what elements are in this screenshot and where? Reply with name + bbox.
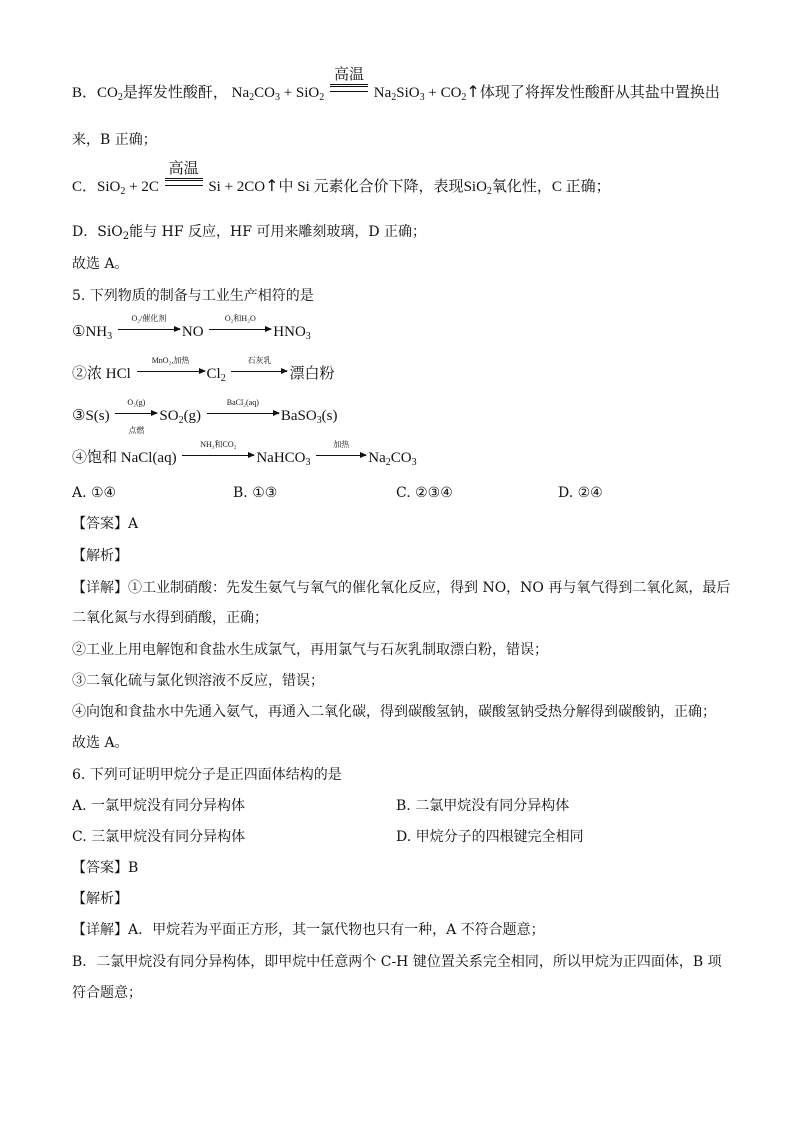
q4-conclusion: 故选 A。 [72, 256, 129, 272]
q5-detail-3: ②工业上用电解饱和食盐水生成氯气，再用氯气与石灰乳制取漂白粉，错误； [72, 642, 548, 658]
q6-answer: 【答案】B [72, 860, 139, 876]
q5-option-d: D. ②④ [558, 485, 603, 501]
reaction-arrow: O₂和H₂O [209, 322, 271, 342]
q5-detail-5: ④向饱和食盐水中先通入氨气，再通入二氧化碳，得到碳酸氢钠，碳酸氢钠受热分解得到碳酸钠，正确； [72, 704, 716, 720]
high-temp-equals: 高温 [163, 177, 205, 197]
q6-stem: 6. 下列可证明甲烷分子是正四面体结构的是 [72, 767, 342, 783]
q5-detail-2: 二氧化氮与水得到硝酸，正确； [72, 610, 268, 626]
q5-route-2: ②浓 HCl MnO₂,加热 $Cl_2$ 石灰乳 漂白粉 [72, 356, 335, 384]
q5-option-c: C. ②③④ [396, 485, 453, 501]
reaction-arrow: O₂/催化剂 [118, 322, 180, 342]
q5-stem: 5. 下列物质的制备与工业生产相符的是 [72, 288, 314, 304]
q6-analysis-label: 【解析】 [72, 891, 128, 907]
q4-option-d: D．SiO$_2$能与 HF 反应，HF 可用来雕刻玻璃，D 正确； [72, 224, 427, 242]
q5-detail-1: 【详解】①工业制硝酸：先发生氨气与氧气的催化氧化反应，得到 NO，NO 再与氧气得到二氧化氮，最后 [72, 580, 731, 596]
reaction-arrow: O₂(g) 点燃 [115, 406, 157, 426]
q5-route-3: ③S(s) O₂(g) 点燃 $SO_2(g)$ BaCl₂(aq) BaSO$_3$(s) [72, 398, 338, 435]
q5-route-1: $①NH_3$ O₂/催化剂 NO O₂和H₂O $HNO_3$ [72, 314, 311, 342]
q5-conclusion: 故选 A。 [72, 735, 129, 751]
q5-detail-4: ③二氧化硫与氯化钡溶液不反应，错误； [72, 673, 324, 689]
q4-option-b-cont: 来，B 正确； [72, 132, 157, 148]
q4-option-b: B．$CO_2$是挥发性酸酐， $Na_2CO_3 + SiO_2$ 高温 $Na_2SiO_3$ + $CO_2↑$体现了将挥发性酸酐从其盐中置换出 [72, 67, 720, 103]
q6-option-a: A. 一氯甲烷没有同分异构体 [72, 798, 246, 814]
reaction-arrow: 石灰乳 [231, 364, 287, 384]
q5-analysis-label: 【解析】 [72, 548, 128, 564]
q6-option-d: D. 甲烷分子的四根键完全相同 [396, 829, 584, 845]
gas-up-arrow-icon: ↑ [265, 176, 279, 195]
q6-detail-2: B．二氯甲烷没有同分异构体，即甲烷中任意两个 C-H 键位置关系完全相同，所以甲烷为正四面体，B 项 [72, 954, 722, 970]
reaction-arrow: 加热 [316, 448, 366, 468]
q6-detail-3: 符合题意； [72, 985, 142, 1001]
high-temp-equals: 高温 [328, 83, 370, 103]
q6-option-b: B. 二氯甲烷没有同分异构体 [396, 798, 570, 814]
gas-up-arrow-icon: ↑ [466, 82, 480, 101]
q5-answer: 【答案】A [72, 516, 139, 532]
q4-option-c: C．SiO$_2$ + 2C 高温 Si + 2CO↑中 Si 元素化合价下降，表现SiO$_2$氧化性，C 正确； [72, 161, 611, 197]
q5-option-b: B. ①③ [233, 485, 278, 501]
q6-detail-1: 【详解】A．甲烷若为平面正方形，其一氯代物也只有一种，A 不符合题意； [72, 922, 545, 938]
q5-route-4: ④饱和 NaCl(aq) NH₃和CO₂ NaHCO$_3$ 加热 $Na_2CO_3$ [72, 440, 417, 468]
reaction-arrow: NH₃和CO₂ [182, 448, 254, 468]
q6-option-c: C. 三氯甲烷没有同分异构体 [72, 829, 246, 845]
reaction-arrow: BaCl₂(aq) [207, 406, 279, 426]
reaction-arrow: MnO₂,加热 [137, 364, 205, 384]
q5-option-a: A. ①④ [72, 485, 117, 501]
